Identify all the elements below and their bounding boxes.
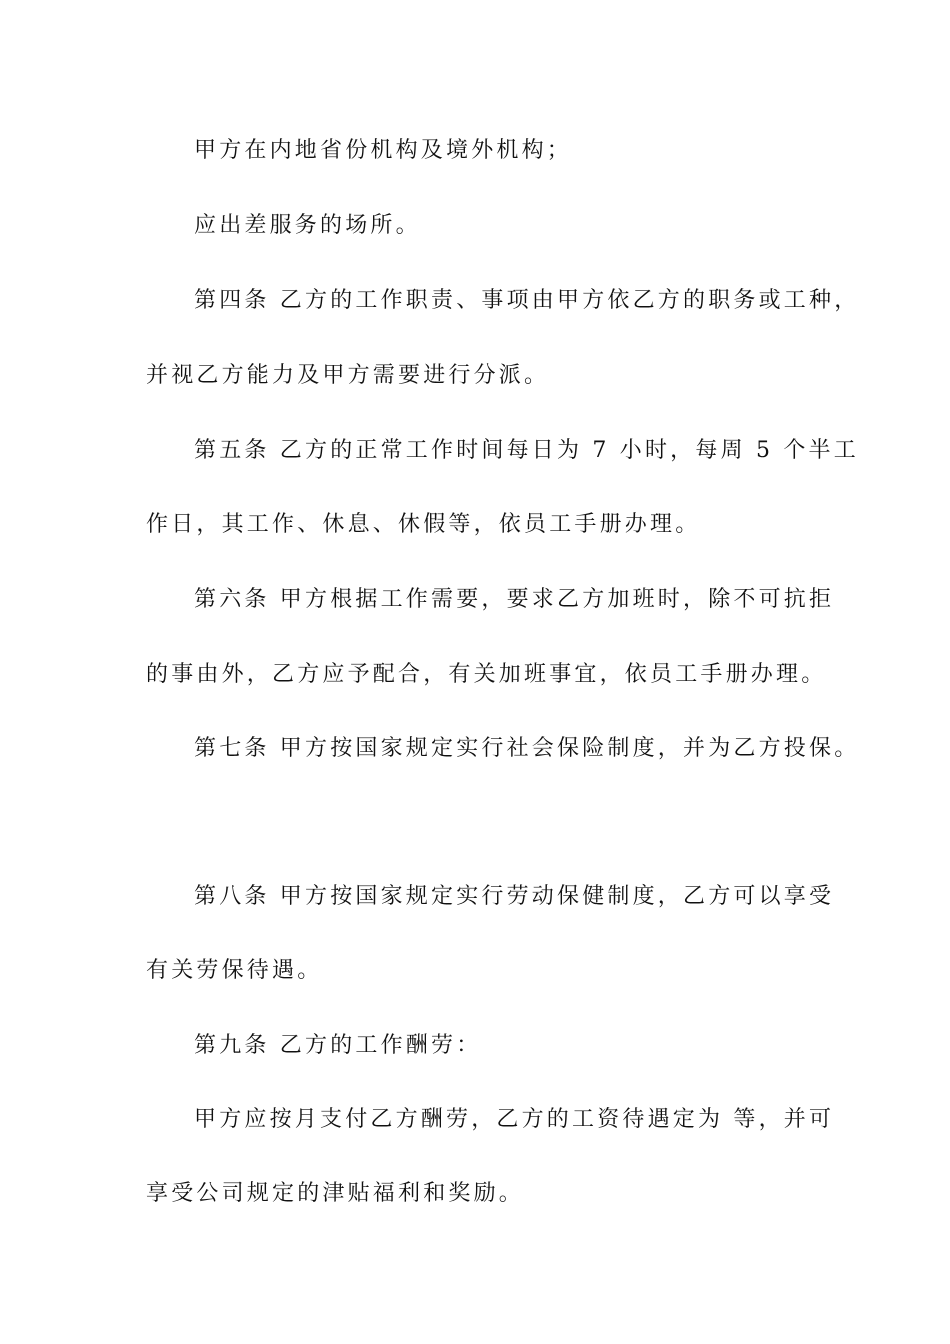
paragraph-line: 享受公司规定的津贴福利和奖励。 bbox=[146, 1181, 525, 1206]
paragraph-line: 的事由外，乙方应予配合，有关加班事宜，依员工手册办理。 bbox=[146, 662, 827, 687]
paragraph-line: 第四条 乙方的工作职责、事项由甲方依乙方的职务或工种， bbox=[194, 288, 860, 313]
paragraph-line: 第七条 甲方按国家规定实行社会保险制度，并为乙方投保。 bbox=[194, 736, 860, 761]
paragraph-line: 第五条 乙方的正常工作时间每日为 7 小时，每周 5 个半工 bbox=[194, 438, 859, 463]
paragraph-line: 甲方应按月支付乙方酬劳，乙方的工资待遇定为 等，并可 bbox=[194, 1107, 835, 1132]
paragraph-line: 甲方在内地省份机构及境外机构； bbox=[194, 138, 573, 163]
paragraph-line: 有关劳保待遇。 bbox=[146, 958, 323, 983]
paragraph-line: 第九条 乙方的工作酬劳： bbox=[194, 1033, 482, 1058]
paragraph-line: 应出差服务的场所。 bbox=[194, 213, 421, 238]
paragraph-line: 第六条 甲方根据工作需要，要求乙方加班时，除不可抗拒 bbox=[194, 587, 835, 612]
paragraph-line: 第八条 甲方按国家规定实行劳动保健制度，乙方可以享受 bbox=[194, 884, 835, 909]
paragraph-line: 并视乙方能力及甲方需要进行分派。 bbox=[146, 363, 550, 388]
paragraph-line: 作日，其工作、休息、休假等，依员工手册办理。 bbox=[146, 512, 701, 537]
